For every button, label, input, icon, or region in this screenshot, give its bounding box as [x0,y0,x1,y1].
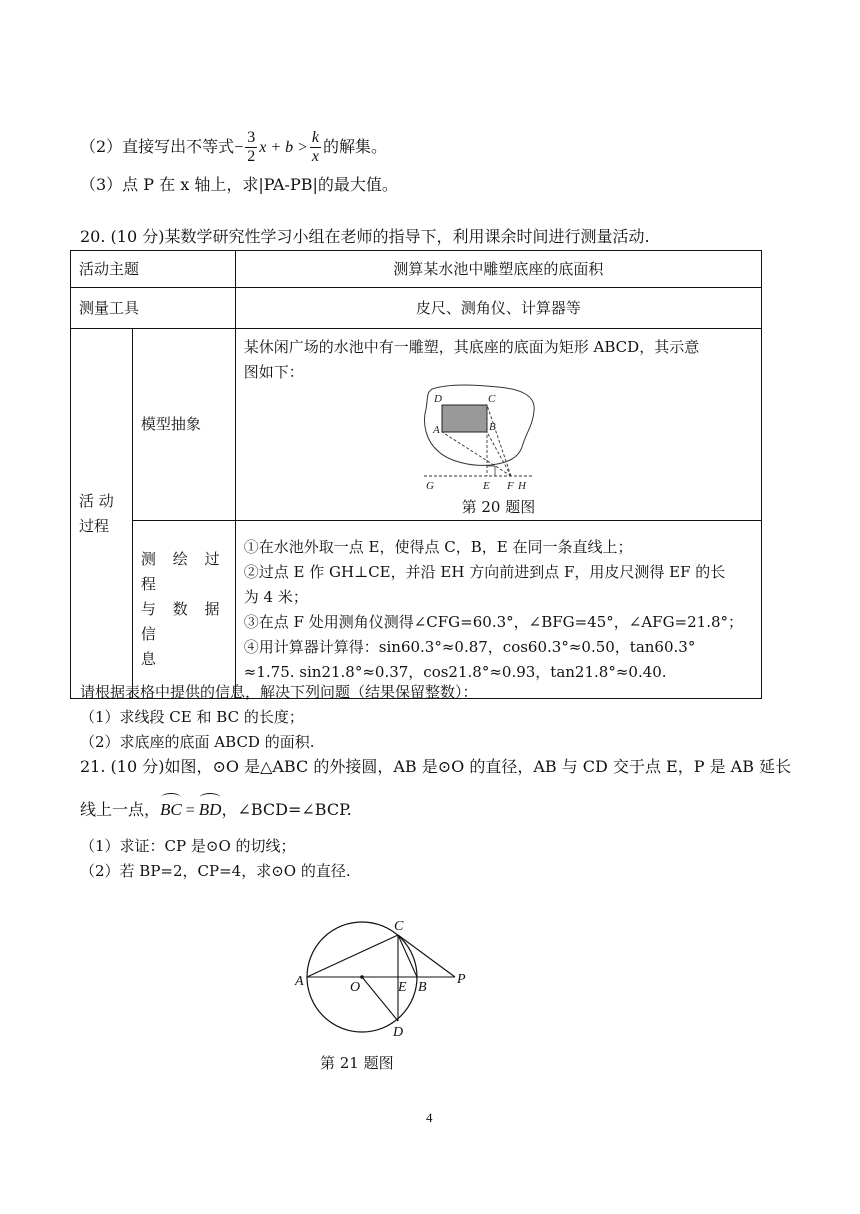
q21-figure-caption: 第 21 题图 [320,1054,394,1072]
svg-text:P: P [457,972,466,987]
svg-text:B: B [488,421,496,433]
step-1: ①在水池外取一点 E，使得点 C，B，E 在同一条直线上； [243,537,633,556]
model-label: 模型抽象 [132,329,235,521]
q21-part2: （2）若 BP=2，CP=4，求⊙O 的直径. [80,862,351,880]
svg-text:C: C [487,393,496,405]
row-tools-label: 测量工具 [71,288,236,329]
step-3: ③在点 F 处用测角仪测得∠CFG=60.3°，∠BFG=45°，∠AFG=21.8°； [243,612,744,631]
step-2a: ②过点 E 作 GH⊥CE，并沿 EH 方向前进到点 F，用皮尺测得 EF 的长 [243,562,726,581]
q21-stem-1: 21. (10 分)如图，⊙O 是△ABC 的外接圆，AB 是⊙O 的直径，AB 与 CD 交于点 E，P 是 AB 延长 [80,757,792,776]
step-4b: ≈1.75. sin21.8°≈0.37，cos21.8°≈0.93，tan21.8°≈0.40. [243,662,667,681]
q21-figure [290,915,490,1050]
svg-text:F: F [506,480,514,491]
svg-text:C: C [394,919,404,934]
arc-bc: BC [160,794,182,822]
row-theme-value: 测算某水池中雕塑底座的底面积 [235,251,761,288]
page-number: 4 [426,1110,433,1125]
row-theme-label: 活动主题 [71,251,236,288]
q21-stem-2: 线上一点，BC = BD，∠BCD=∠BCP. [80,794,352,823]
q20-ask: 请根据表格中提供的信息，解决下列问题（结果保留整数）： [80,683,478,701]
svg-text:H: H [517,480,526,491]
q21-part1: （1）求证：CP 是⊙O 的切线； [80,837,296,855]
process-label: 活 动 过程 [71,329,133,699]
q20-activity-table [70,250,762,699]
step-2b: 为 4 米； [243,587,308,606]
svg-text:B: B [418,980,427,995]
model-text-1: 某休闲广场的水池中有一雕塑，其底座的底面为矩形 ABCD，其示意 [243,338,700,356]
svg-text:E: E [398,980,407,995]
svg-text:D: D [433,393,442,405]
step-4a: ④用计算器计算得：sin60.3°≈0.87，cos60.3°≈0.50，tan60.3° [243,637,696,656]
q20-part1: （1）求线段 CE 和 BC 的长度； [80,708,304,726]
q19-part3: （3）点 P 在 x 轴上，求|PA-PB|的最大值。 [80,175,398,194]
svg-text:D: D [393,1025,404,1040]
svg-text:O: O [350,980,361,995]
q20-figure-caption: 第 20 题图 [461,498,536,516]
svg-text:A: A [432,424,440,436]
row-tools-value: 皮尺、测角仪、计算器等 [235,288,761,329]
arc-bd: BD [199,794,222,822]
svg-text:G: G [425,480,434,491]
model-cell [235,329,761,521]
q20-stem: 20. (10 分)某数学研究性学习小组在老师的指导下，利用课余时间进行测量活动. [80,227,650,246]
q20-part2: （2）求底座的底面 ABCD 的面积. [80,733,315,751]
svg-text:E: E [482,480,490,491]
svg-text:A: A [295,974,304,989]
model-text-2: 图如下： [243,363,304,381]
q19-part2: （2）直接写出不等式− $\frac{3}{2}$ x + b > $\frac{k}{x}$ 的解集。 [80,129,388,165]
q20-figure [236,381,763,491]
survey-cell [235,521,761,699]
survey-label: 测 绘 过 程 与 数 据 信 息 [132,521,235,699]
